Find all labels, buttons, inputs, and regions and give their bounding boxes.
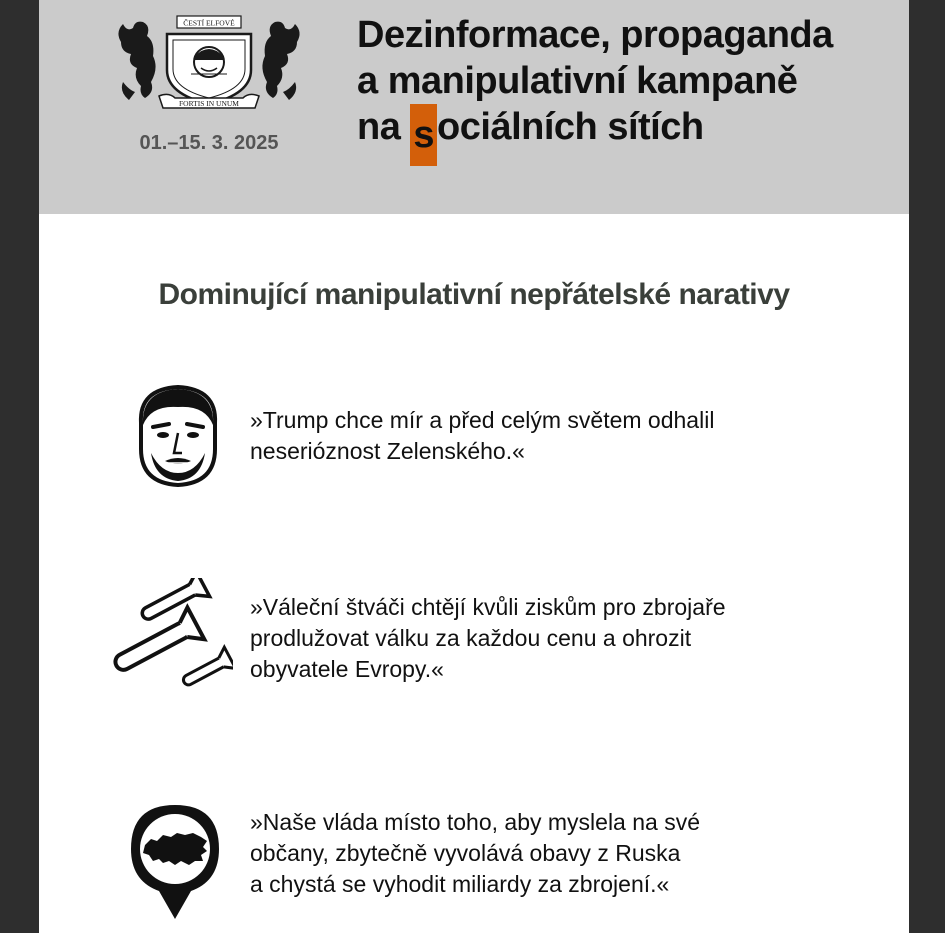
narrative-line: »Trump chce mír a před celým světem odhalil [250,407,715,433]
narrative-line: prodlužovat válku za každou cenu a ohrozit [250,625,692,651]
military-crest-icon [109,12,309,112]
page-title [357,12,887,166]
document-page [39,0,909,933]
narrative-line: občany, zbytečně vyvolává obavy z Ruska [250,840,681,866]
header-banner [39,0,909,214]
crest-motto: FORTIS IN UNUM [179,99,239,108]
russia-map-pin-icon [129,803,221,921]
face-portrait-icon [135,383,221,489]
narrative-text [250,405,810,467]
title-line-2: a manipulativní kampaně [357,60,798,102]
title-line-3 [357,104,887,166]
title-line-3-suffix: ociálních sítích [437,106,704,148]
narrative-line: »Váleční štváči chtějí kvůli ziskům pro zbrojaře [250,594,726,620]
narrative-line: obyvatele Evropy.« [250,656,444,682]
title-line-1: Dezinformace, propaganda [357,14,833,56]
narrative-item [39,578,909,698]
report-date: 01.–15. 3. 2025 [139,132,279,154]
title-line-3-prefix: na [357,106,411,148]
narrative-item [39,803,909,921]
narrative-text [250,592,810,685]
narrative-line: »Naše vláda místo toho, aby myslela na své [250,809,701,835]
narrative-line: a chystá se vyhodit miliardy za zbrojení.« [250,871,670,897]
section-heading: Dominující manipulativní nepřátelské narativy [158,278,790,311]
missiles-icon [109,578,233,690]
narrative-line: neserióznost Zelenského.« [250,438,525,464]
title-highlight: s [410,104,437,166]
narrative-item [39,383,909,493]
narrative-text [250,807,810,900]
crest-top-text: ČESTÍ ELFOVÉ [183,18,235,28]
